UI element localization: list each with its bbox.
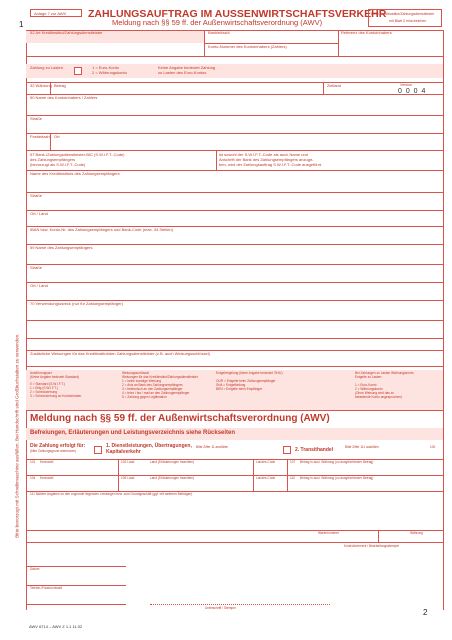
label-street-3: Straße [30,265,43,270]
row-105-label: 105 Land [121,476,135,480]
label-additional: Zusätzliche Weisungen für das Kreditinstitut/den Zahlungsdienstleister (z.B. auch Weisungsschlüssel) [30,351,210,356]
charge-default-1: Keine Angabe bedeutet Zahlung [158,65,216,70]
charge-default-2: zu Lasten des Euro-Kontos [158,70,207,75]
div-6 [216,150,217,170]
line-3 [26,56,443,57]
submission-note-2: mit Blatt 2 einzureichen [389,19,427,23]
line-26 [26,542,443,543]
option-2-checkbox[interactable] [283,446,291,454]
instr-col1-line3: 1 = Eilig (S.W.I.F.T.) [30,386,58,390]
label-amount: Betrag [54,83,66,88]
div-5 [50,133,51,150]
line-20 [26,366,443,367]
label-currency: 32 Währung [30,83,52,88]
row-101-kz: Kennzahl [40,460,54,464]
line-8 [26,150,443,151]
line-23 [26,475,443,476]
option-1-line1: 1. Dienstleistungen, Übertragungen, [106,443,192,449]
line-7 [26,133,443,134]
option-1-note: Bitte Ziffer 11 ausfüllen [196,445,229,449]
label-beneficiary: 59 Name des Zahlungsempfängers [30,245,93,250]
div-10 [378,530,379,542]
instr-col4-line4: (Ohne Weisung wird das zu [355,391,395,395]
label-bic-1: 57 Bank-/Zahlungsdienstleister-BIC (S.W.I.F.T.-Code) [30,152,125,157]
line-1 [26,30,443,31]
bic-note-3: ben, wird der Zahlungsauftrag S.W.I.F.T.-Code ausgeführt. [219,162,323,167]
charge-row-fill [26,64,443,78]
option-2-label: 2. Transithandel [295,447,334,453]
form-code: AWV 6714 – AWV Z 1.1 11.02 [29,624,83,629]
line-15 [26,282,443,283]
charge-opt-1: 1 = Euro-Konto [92,65,120,70]
row-101-label: 101 [30,460,36,464]
line-6 [26,115,443,116]
div-4 [323,82,324,94]
attachment-label-box [30,9,82,17]
bic-note-2: Anschrift der Bank des Zahlungsempfängers anzuge- [219,157,314,162]
form-title: ZAHLUNGSAUFTRAG IM AUSSENWIRTSCHAFTSVERKEHR [88,8,387,20]
goods-label: 111 Nähere Angaben zu den zugrunde liegenden Leistungen bzw. zum Grundgeschäft (ggf. mit weiteren Beiträgen) [30,492,193,496]
version-value: 0 0 0 4 [398,88,427,95]
instr-col2-line2: 1 = keine sonstige Weisung [122,379,162,383]
bic-note-1: ist sowohl der S.W.I.F.T.-Code als auch Name und [219,152,308,157]
submission-note-1: Dem Kreditinstitut/Zahlungsdienstleister [371,12,435,16]
line-21 [26,410,443,411]
instr-col4-line3: 2 = Währungskonto [355,387,383,391]
row-110-note: Betrag in ausl. Währung (zu ausgleichender Betrag) [300,476,374,480]
row-104-label: 104 [30,476,36,480]
meldung-title: Meldung nach §§ 59 ff. der Außenwirtschaftsverordnung (AWV) [30,413,330,424]
page-number-1: 1 [19,20,24,29]
version-label: Version [400,83,412,87]
instr-col2-line1: Weisungen für das Kreditinstitut/Zahlungsdienstleister [122,375,198,379]
option-1-line2: Kapitalverkehr [106,449,141,455]
instr-col1-line2: 0 = Standard (S.W.I.F.T.) [30,382,65,386]
instr-col4-line2: 1 = Euro-Konto [355,383,377,387]
frame-right [443,30,444,610]
payment-for-sub: (bitte Zahlungsgrund ankreuzen) [30,449,77,453]
instr-col1-line4: 2 = Scheckziehung [30,390,58,394]
label-street: Straße [30,116,43,121]
form-subtitle: Meldung nach §§ 59 ff. der Außenwirtschaftsverordnung (AWV) [112,18,323,27]
row-107-label: 107 [290,460,296,464]
line-18 [26,338,443,339]
label-street-2: Straße [30,193,43,198]
page-number-2: 2 [423,608,428,617]
label-account-number: Konto-Nummer des Kontoinhabers (Zahlers) [208,44,287,49]
instr-col2-line4: 3 = telefonisch an den Zahlungsempfänger [122,387,183,391]
label-city-3: Ort / Land [30,283,48,288]
row-102-note: Land (Erläuterungen beachten) [150,460,195,464]
label-institute: 52 Art Kreditinstitut/Zahlungsdienstleister [30,30,103,35]
instr-col4-line1: Entgelte zu Lasten [355,375,382,379]
row-110-label: 110 [290,476,296,480]
div-2 [338,30,339,56]
row-104-kz: Kennzahl [40,476,54,480]
goods-class-label: Warennummer [318,531,339,535]
label-iban: IBAN bzw. Konto-Nr. des Zahlungsempfängers und Bank-Code (max. 34 Stellen) [30,227,173,232]
instr-col1-line5: 3 = Scheckziehung an Kontoinhaber [30,394,82,398]
label-bank-name: Name des Kreditinstituts des Zahlungsempfängers [30,171,120,176]
charge-opt-2: 2 = Währungskonto [92,70,127,75]
instr-col4-line5: belastende Konto angesprochen) [355,395,402,399]
instr-col3-line3: BEN = Entgelte beim Empfänger [216,387,263,391]
instr-col2-line3: 2 = Avis an Bank des Zahlungsempfängers [122,383,183,387]
row-106-label: Landes-Code [256,476,276,480]
instr-col2-title: Weisungsschlüssel [122,371,150,375]
row-107-note: Betrag in ausl. Währung (zu ausgleichender Betrag) [300,460,374,464]
line-4 [26,82,443,83]
label-reference: Referenz des Kontoinhabers [341,30,392,35]
line-17 [26,320,443,321]
footer-currency-label: Währung [410,531,423,535]
date-label: Datum [30,567,40,571]
label-postal: Postleitzahl [30,134,51,139]
line-27 [26,566,126,567]
line-14 [26,264,443,265]
line-25 [26,530,443,531]
control-label: Kontrollvermerk / Bearbeitungsstempel [344,544,399,548]
row-105-note: Land (Erläuterungen beachten) [150,476,195,480]
div-3 [50,82,51,94]
instr-col2-line6: 5 = Zahlung gegen Legitimation [122,395,167,399]
submission-note-box [368,9,442,27]
option-1-checkbox[interactable] [94,446,102,454]
label-target-country: Zielland [327,83,342,88]
instr-col1-title: Ausführungsart [30,371,52,375]
line-10 [26,192,443,193]
label-purpose: 70 Verwendungszweck (nur für Zahlungsempfänger) [30,301,123,306]
line-29 [26,604,126,605]
label-bic-3: (bevorzugt als S.W.I.F.T.-Code) [30,162,86,167]
attachment-label: Anlage 7 zur AWV [34,10,67,16]
instr-col3-line2: SHA = Entgeltteilung [216,383,246,387]
label-city-2: Ort / Land [30,211,48,216]
field-100: 100 [430,445,436,449]
line-22 [26,459,443,460]
label-city: Ort [54,134,60,139]
instr-col3-title: Entgeltregelung (keine Angabe bedeutet 'SHA') [216,371,283,375]
option-2-note: Bitte Ziffer 111 ausfüllen [345,445,379,449]
sidebar-instruction: Bitte bevorzugt mit Schreibmaschine ausfüllen. Bei Handschrift sind Großbuchstaben zu verwenden. [14,333,20,538]
signature-label: Unterschrift / Stempel [205,606,236,610]
payment-for: Die Zahlung erfolgt für: [30,443,86,449]
charge-input[interactable] [74,67,82,75]
signature-line [150,604,330,605]
instr-col4-title: Bei Zahlungen zu Lasten Währungskonto [355,371,414,375]
label-bic-2: des Zahlungsempfängers [30,157,76,162]
label-account-holder: 50 Name des Kontoinhabers / Zahlers [30,95,98,100]
instr-col2-line5: 4 = telex / fax / mail an den Zahlungsempfänger [122,391,190,395]
instr-col1-line1: (Keine Angabe bedeutet Standard) [30,375,80,379]
instr-col3-line1: OUR = Entgelte beim Zahlungsempfänger [216,379,276,383]
row-102-label: 102 Land [121,460,135,464]
row-103-label: Landes-Code [256,460,276,464]
meldung-subtitle: Befreiungen, Erläuterungen und Leistungsverzeichnis siehe Rückseiten [30,430,236,436]
label-charge: Zahlung zu Lasten [30,65,63,70]
phone-label: Telefon-/Faxdurchwahl [30,586,63,590]
label-bank-code: Bankleitzahl [208,30,230,35]
line-11 [26,210,443,211]
